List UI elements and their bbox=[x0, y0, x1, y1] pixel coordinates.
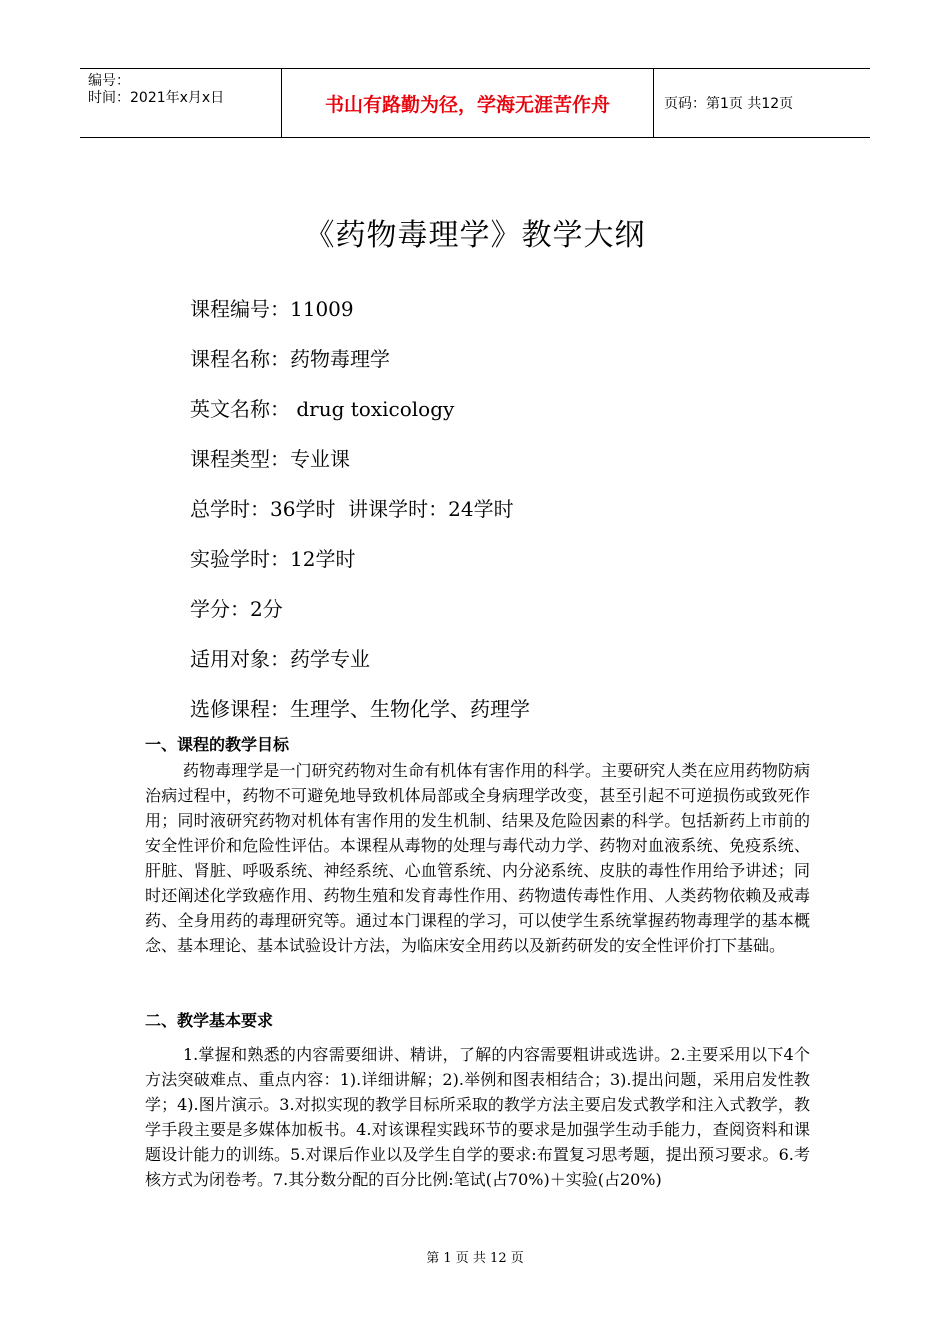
field-value: drug toxicology bbox=[290, 397, 455, 421]
field-total-hours bbox=[190, 492, 890, 542]
field-label: 课程编号： bbox=[190, 297, 290, 321]
field-value: 专业课 bbox=[290, 447, 350, 471]
field-value: 药学专业 bbox=[290, 647, 370, 671]
document-title: 《药物毒理学》教学大纲 bbox=[304, 218, 646, 253]
field-value: 2分 bbox=[250, 597, 283, 621]
field-audience bbox=[190, 642, 890, 692]
section-heading-objectives: 一、课程的教学目标 bbox=[145, 735, 290, 754]
header-table bbox=[80, 68, 870, 138]
field-lab-hours bbox=[190, 542, 890, 592]
field-label: 课程名称： bbox=[190, 347, 290, 371]
field-label: 总学时： bbox=[190, 497, 270, 521]
field-value: 生理学、生物化学、药理学 bbox=[290, 697, 530, 721]
header-motto: 书山有路勤为径，学海无涯苦作舟 bbox=[282, 69, 654, 137]
field-label-lecture-hours: 讲课学时： bbox=[348, 497, 449, 521]
time-label: 时间：2021年x月x日 bbox=[88, 90, 225, 106]
section-body-objectives: 药物毒理学是一门研究药物对生命有机体有害作用的科学。主要研究人类在应用药物防病治病过程中，药物不可避免地导致机体局部或全身病理学改变，甚至引起不可逆损伤或致死作用；同时液研究药物对机体有害作用的发生机制、结果及危险因素的科学。包括新药上市前的安全性评价和危险性评估。本课程从毒物的处理与毒代动力学、药物对血液系统、免疫系统、肝脏、肾脏、呼吸系统、神经系统、心血管系统、内分泌系统、皮肤的毒性作用给予讲述；同时还阐述化学致癌作用、药物生殖和发育毒性作用、药物遗传毒性作用、人类药物依赖及戒毒药、全身用药的毒理研究等。通过本门课程的学习，可以使学生系统掌握药物毒理学的基本概念、基本理论、基本试验设计方法，为临床安全用药以及新药研发的安全性评价打下基础。 bbox=[145, 761, 810, 955]
field-course-name bbox=[190, 342, 890, 392]
field-course-number bbox=[190, 292, 890, 342]
field-value: 12学时 bbox=[290, 547, 356, 571]
field-course-type bbox=[190, 442, 890, 492]
field-label: 适用对象： bbox=[190, 647, 290, 671]
number-label: 编号： bbox=[88, 73, 130, 89]
field-prerequisites bbox=[190, 692, 890, 742]
field-value: 11009 bbox=[290, 297, 354, 321]
page-footer: 第 1 页 共 12 页 bbox=[426, 1251, 524, 1266]
course-info bbox=[190, 292, 890, 742]
section-heading-requirements: 二、教学基本要求 bbox=[145, 1011, 274, 1030]
section-body-requirements: 1.掌握和熟悉的内容需要细讲、精讲，了解的内容需要粗讲或选讲。2.主要采用以下4个方法突破难点、重点内容：1).详细讲解；2).举例和图表相结合；3).提出问题，采用启发性教学；4).图片演示。3.对拟实现的教学目标所采取的教学方法主要启发式教学和注入式教学，教学手段主要是多媒体加板书。4.对该课程实践环节的要求是加强学生动手能力，查阅资料和课题设计能力的训练。5.对课后作业以及学生自学的要求:布置复习思考题，提出预习要求。6.考核方式为闭卷考。7.其分数分配的百分比例:笔试(占70%)＋实验(占20%) bbox=[145, 1045, 810, 1189]
field-credits bbox=[190, 592, 890, 642]
field-label: 实验学时： bbox=[190, 547, 290, 571]
field-label: 选修课程： bbox=[190, 697, 290, 721]
field-english-name bbox=[190, 392, 890, 442]
field-value: 36学时 bbox=[270, 497, 349, 521]
header-page-info: 页码：第1页 共12页 bbox=[664, 96, 794, 112]
field-label: 英文名称： bbox=[190, 397, 290, 421]
field-label: 课程类型： bbox=[190, 447, 290, 471]
field-value-lecture-hours: 24学时 bbox=[448, 497, 514, 521]
header-meta bbox=[80, 69, 282, 137]
field-value: 药物毒理学 bbox=[290, 347, 390, 371]
field-label: 学分： bbox=[190, 597, 250, 621]
